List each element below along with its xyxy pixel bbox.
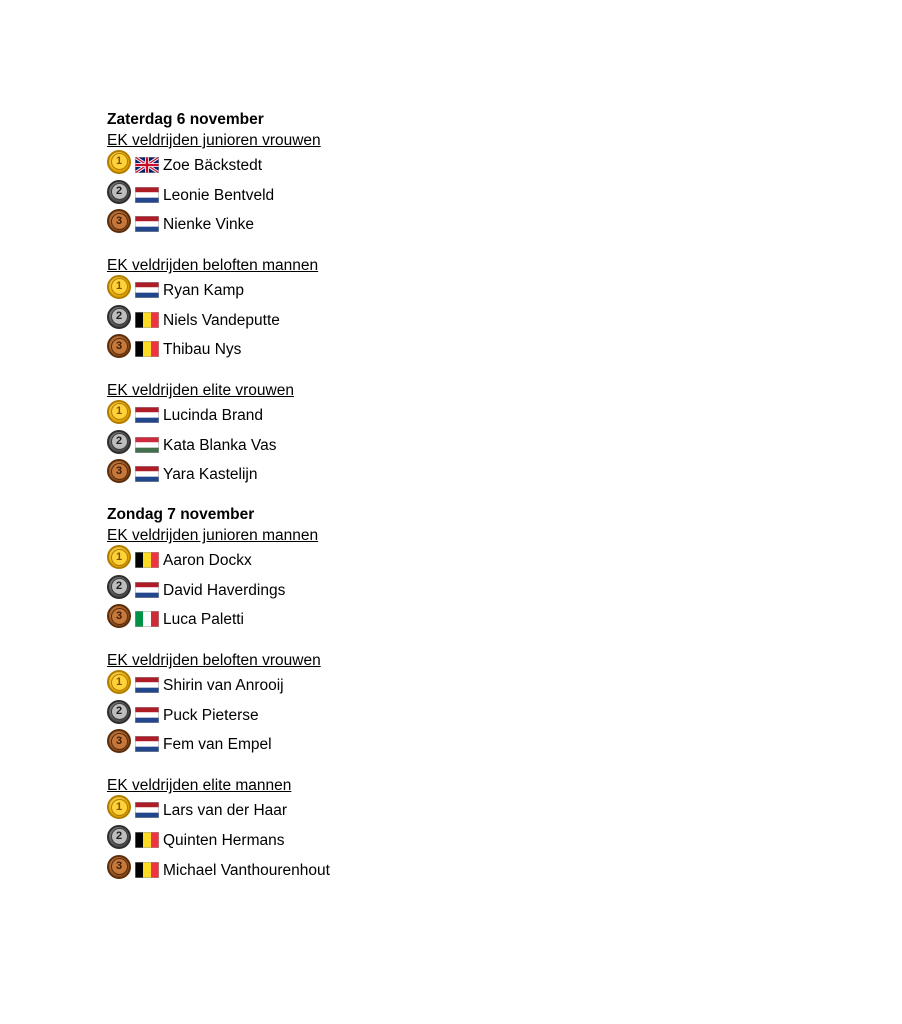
be-flag-icon	[135, 341, 159, 357]
rider-name: Yara Kastelijn	[163, 466, 258, 484]
medal-place: 1	[111, 153, 128, 170]
bronze-medal-icon	[107, 209, 131, 233]
spacer	[107, 365, 807, 380]
bronze-medal-icon	[107, 334, 131, 358]
nl-flag-icon	[135, 736, 159, 752]
result-row	[107, 210, 807, 240]
race-title: EK veldrijden elite vrouwen	[107, 382, 294, 400]
spacer	[107, 635, 807, 650]
rider-name: Shirin van Anrooij	[163, 677, 284, 695]
nl-flag-icon	[135, 802, 159, 818]
medal-place: 3	[111, 213, 128, 230]
result-row	[107, 576, 807, 606]
medal-place: 2	[111, 578, 128, 595]
race-title: EK veldrijden junioren mannen	[107, 527, 319, 545]
medal-place: 1	[111, 799, 128, 816]
medal-place: 1	[111, 549, 128, 566]
silver-medal-icon	[107, 700, 131, 724]
day-heading: Zaterdag 6 november	[107, 111, 264, 128]
medal-place: 3	[111, 608, 128, 625]
day-heading: Zondag 7 november	[107, 506, 255, 524]
medal-place: 2	[111, 183, 128, 200]
result-row	[107, 431, 807, 461]
rider-name: Quinten Hermans	[163, 831, 285, 849]
rider-name: Puck Pieterse	[163, 706, 259, 724]
result-row	[107, 671, 807, 701]
gb-flag-icon	[135, 157, 159, 173]
rider-name: Nienke Vinke	[163, 216, 255, 234]
rider-name: David Haverdings	[163, 581, 286, 599]
result-row	[107, 826, 807, 856]
silver-medal-icon	[107, 180, 131, 204]
medal-place: 3	[111, 733, 128, 750]
result-row	[107, 306, 807, 336]
rider-name: Lucinda Brand	[163, 406, 263, 424]
result-row	[107, 606, 807, 636]
result-row	[107, 276, 807, 306]
medal-place: 3	[111, 338, 128, 355]
rider-name: Aaron Dockx	[163, 552, 252, 570]
nl-flag-icon	[135, 282, 159, 298]
medal-place: 2	[111, 433, 128, 450]
rider-name: Luca Paletti	[163, 611, 244, 629]
result-row	[107, 151, 807, 181]
nl-flag-icon	[135, 187, 159, 203]
race-title: EK veldrijden junioren vrouwen	[107, 132, 321, 149]
spacer	[107, 760, 807, 775]
be-flag-icon	[135, 552, 159, 568]
result-row	[107, 335, 807, 365]
rider-name: Kata Blanka Vas	[163, 436, 277, 454]
race-title: EK veldrijden beloften mannen	[107, 257, 319, 275]
result-row	[107, 701, 807, 731]
spacer	[107, 240, 807, 255]
medal-place: 3	[111, 858, 128, 875]
silver-medal-icon	[107, 430, 131, 454]
gold-medal-icon	[107, 795, 131, 819]
rider-name: Leonie Bentveld	[163, 186, 275, 204]
result-row	[107, 546, 807, 576]
gold-medal-icon	[107, 670, 131, 694]
nl-flag-icon	[135, 677, 159, 693]
silver-medal-icon	[107, 575, 131, 599]
nl-flag-icon	[135, 216, 159, 232]
medal-place: 1	[111, 278, 128, 295]
result-row	[107, 461, 807, 491]
it-flag-icon	[135, 611, 159, 627]
be-flag-icon	[135, 832, 159, 848]
be-flag-icon	[135, 312, 159, 328]
gold-medal-icon	[107, 275, 131, 299]
medal-place: 2	[111, 703, 128, 720]
nl-flag-icon	[135, 407, 159, 423]
result-row	[107, 401, 807, 431]
results-document	[107, 110, 807, 885]
gold-medal-icon	[107, 545, 131, 569]
nl-flag-icon	[135, 466, 159, 482]
rider-name: Fem van Empel	[163, 736, 272, 754]
rider-name: Ryan Kamp	[163, 281, 244, 299]
result-row	[107, 796, 807, 826]
spacer	[107, 490, 807, 505]
result-row	[107, 856, 807, 886]
medal-place: 1	[111, 674, 128, 691]
medal-place: 3	[111, 463, 128, 480]
rider-name: Michael Vanthourenhout	[163, 861, 330, 879]
result-row	[107, 731, 807, 761]
rider-name: Lars van der Haar	[163, 802, 288, 820]
bronze-medal-icon	[107, 604, 131, 628]
silver-medal-icon	[107, 825, 131, 849]
be-flag-icon	[135, 862, 159, 878]
rider-name: Zoe Bäckstedt	[163, 156, 263, 174]
bronze-medal-icon	[107, 459, 131, 483]
hu-flag-icon	[135, 437, 159, 453]
race-title: EK veldrijden elite mannen	[107, 777, 292, 795]
bronze-medal-icon	[107, 729, 131, 753]
gold-medal-icon	[107, 150, 131, 174]
silver-medal-icon	[107, 305, 131, 329]
medal-place: 1	[111, 403, 128, 420]
nl-flag-icon	[135, 707, 159, 723]
gold-medal-icon	[107, 400, 131, 424]
rider-name: Niels Vandeputte	[163, 311, 280, 329]
bronze-medal-icon	[107, 855, 131, 879]
medal-place: 2	[111, 828, 128, 845]
nl-flag-icon	[135, 582, 159, 598]
rider-name: Thibau Nys	[163, 341, 242, 359]
race-title: EK veldrijden beloften vrouwen	[107, 652, 321, 670]
result-row	[107, 181, 807, 211]
medal-place: 2	[111, 308, 128, 325]
